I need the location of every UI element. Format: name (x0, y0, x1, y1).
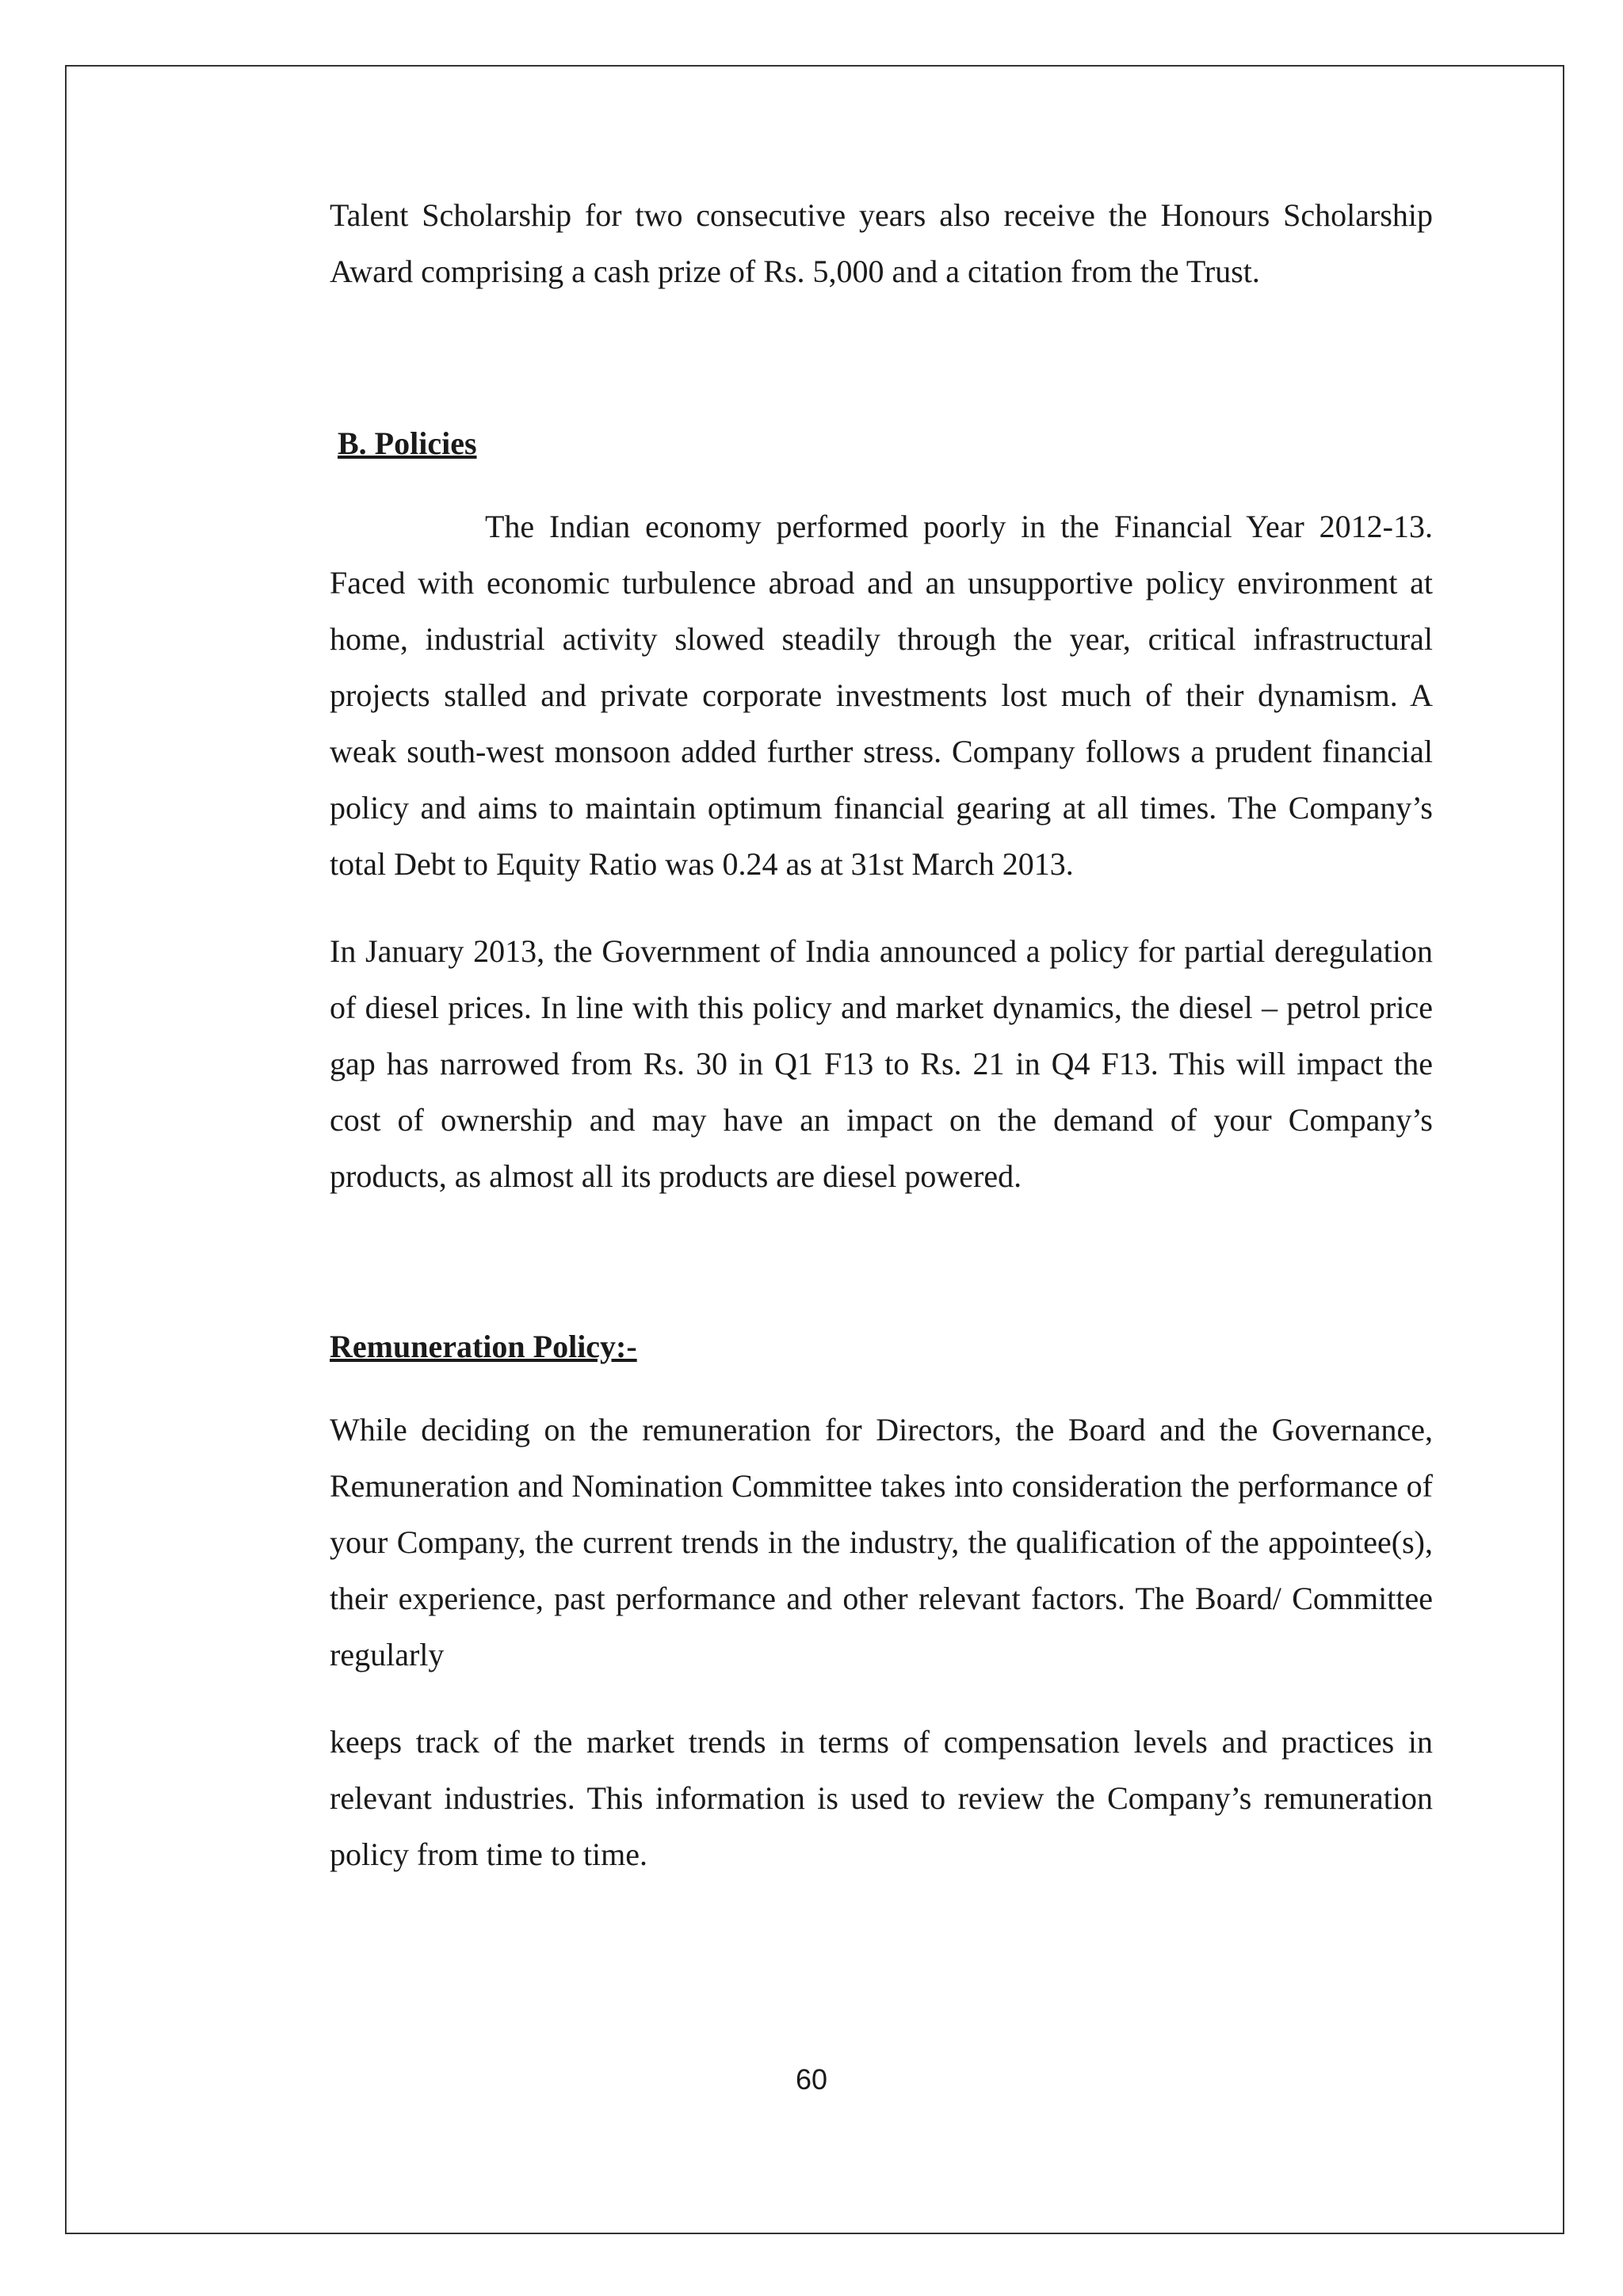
policies-paragraph-1-block (330, 498, 1433, 892)
page-number: 60 (795, 2063, 828, 2096)
remuneration-paragraph-1-block (330, 1402, 1433, 1683)
remuneration-paragraph-1: While deciding on the remuneration for Directors, the Board and the Governance, Remuneration and Nomination Committee takes into consideration the performance of your Company, the current trends in the industry, the qualification of the appointee(s), their experience, past performance and other relevant factors. The Board/ Committee regularly (330, 1412, 1433, 1672)
remuneration-paragraph-2-block (330, 1714, 1433, 1882)
policies-heading: B. Policies (338, 425, 477, 461)
policies-heading-block (330, 415, 1433, 471)
continuation-block (330, 187, 1433, 299)
remuneration-heading-block (330, 1318, 1433, 1375)
continuation-paragraph: Talent Scholarship for two consecutive years also receive the Honours Scholarship Award comprising a cash prize of Rs. 5,000 and a citation from the Trust. (330, 197, 1433, 289)
policies-paragraph-1: The Indian economy performed poorly in the Financial Year 2012-13. Faced with economic turbulence abroad and an unsupportive policy environment at home, industrial activity slowed steadily through the year, critical infrastructural projects stalled and private corporate investments lost much of their dynamism. A weak south-west monsoon added further stress. Company follows a prudent financial policy and aims to maintain optimum financial gearing at all times. The Company’s total Debt to Equity Ratio was 0.24 as at 31st March 2013. (330, 509, 1433, 882)
remuneration-paragraph-2: keeps track of the market trends in terms of compensation levels and practices in relevant industries. This information is used to review the Company’s remuneration policy from time to time. (330, 1724, 1433, 1872)
remuneration-heading: Remuneration Policy:- (330, 1329, 637, 1364)
policies-paragraph-2: In January 2013, the Government of India announced a policy for partial deregulation of diesel prices. In line with this policy and market dynamics, the diesel – petrol price gap has narrowed from Rs. 30 in Q1 F13 to Rs. 21 in Q4 F13. This will impact the cost of ownership and may have an impact on the demand of your Company’s products, as almost all its products are diesel powered. (330, 933, 1433, 1194)
policies-paragraph-2-block (330, 923, 1433, 1204)
